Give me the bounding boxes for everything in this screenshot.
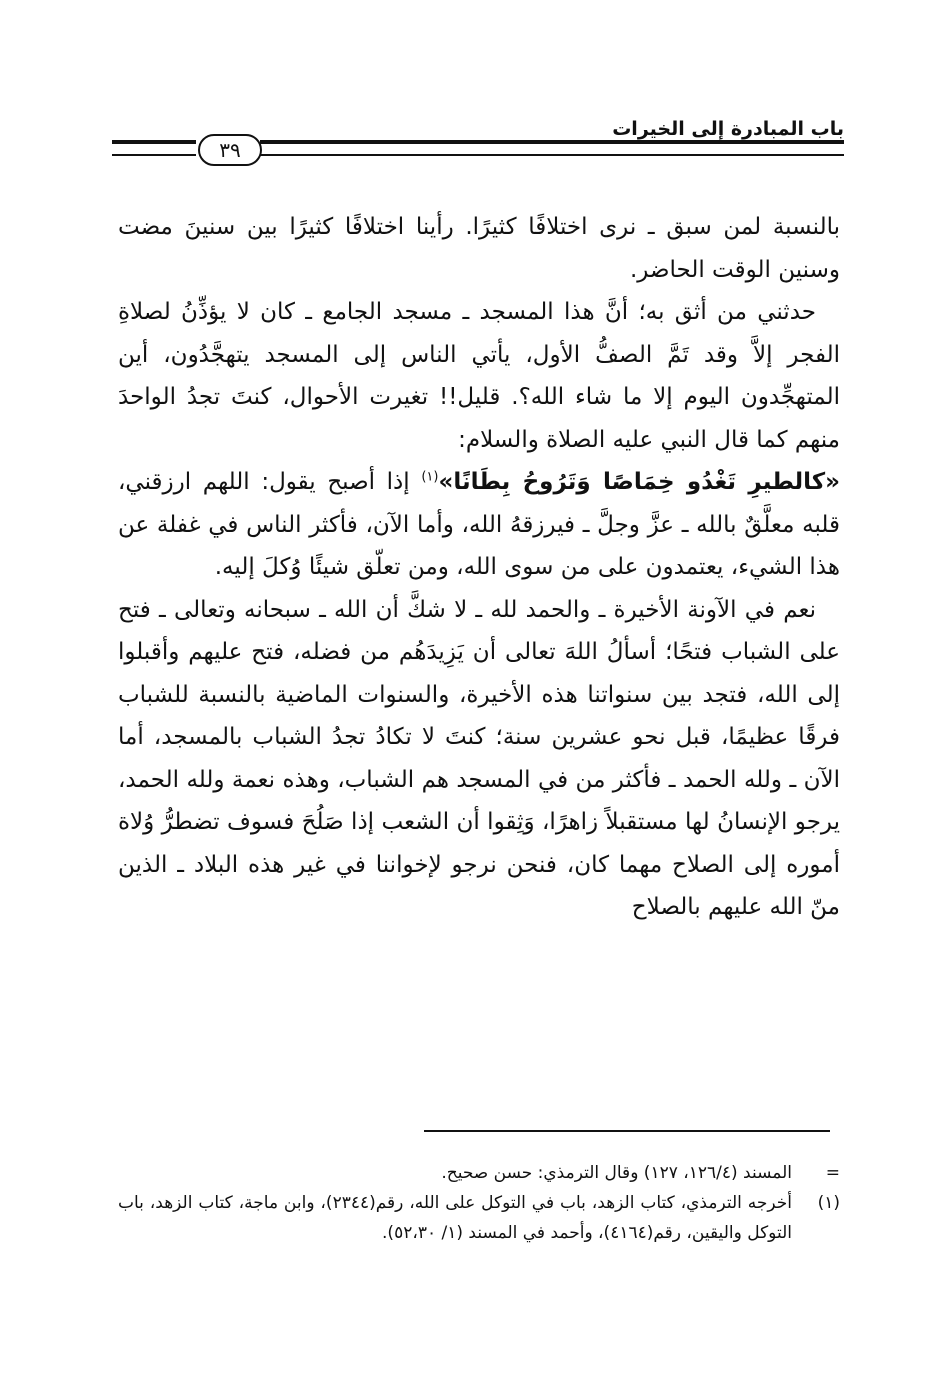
footnote-1-text: أخرجه الترمذي، كتاب الزهد، باب في التوكل على الله، رقم(٢٣٤٤)، وابن ماجة، كتاب الزهد، باب التوكل واليقين، رقم(٤١٦٤)، وأحمد في المسند (١/ ٥٢،٣٠).: [118, 1193, 792, 1243]
footnote-continuation-marker: =: [825, 1163, 840, 1183]
footnote-1: [118, 1188, 840, 1248]
paragraph-2: [118, 291, 840, 589]
footnote-ref-1: (١): [421, 469, 439, 485]
paragraph-1: بالنسبة لمن سبق ـ نرى اختلافًا كثيرًا. رأينا اختلافًا كثيرًا بين سنينَ مضت وسنين الوقت الحاضر.: [118, 214, 840, 283]
footnote-separator: [424, 1130, 830, 1132]
footnote-1-marker: (١): [817, 1193, 840, 1213]
hadith-quote: «كالطيرِ تَغْدُو خِمَاصًا وَتَرُوحُ بِطَانًا»: [438, 469, 840, 495]
header-rule-right: [260, 140, 844, 156]
footnote-continuation-text: المسند (١٢٦/٤، ١٢٧) وقال الترمذي: حسن صحيح.: [441, 1163, 792, 1183]
chapter-title: باب المبادرة إلى الخيرات: [612, 118, 844, 140]
paragraph-2-text-b: إذا أصبح يقول: اللهم ارزقني، قلبه معلَّقٌ بالله ـ عزَّ وجلَّ ـ فيرزقهُ الله، وأما الآن، فأكثر الناس في غفلة عن هذا الشيء، يعتمدون على من سوى الله، ومن تعلّق شيئًا وُكلَ إليه.: [118, 469, 840, 580]
header-rule-left: [112, 140, 196, 156]
paragraph-3: نعم في الآونة الأخيرة ـ والحمد لله ـ لا شكَّ أن الله ـ سبحانه وتعالى ـ فتح على الشباب فتحًا؛ أسألُ اللهَ تعالى أن يَزِيدَهُم من فضله، فتح عليهم وأقبلوا إلى الله، فتجد بين سنواتنا هذه الأخيرة، والسنوات الماضية بالنسبة للشباب فرقًا عظيمًا، قبل نحو عشرين سنة؛ كنتَ لا تكادُ تجدُ الشباب بالمسجد، أما الآن ـ ولله الحمد ـ فأكثر من في المسجد هم الشباب، وهذه نعمة ولله الحمد، يرجو الإنسانُ لها مستقبلاً زاهرًا، وَثِقوا أن الشعب إذا صَلُحَ فسوف تضطرُّ وُلاة أموره إلى الصلاح مهما كان، فنحن نرجو لإخواننا في غير هذه البلاد ـ الذين منّ الله عليهم بالصلاح: [118, 596, 840, 920]
footnote-continuation: [118, 1158, 840, 1188]
main-text: [118, 206, 840, 929]
page-header: [112, 118, 844, 188]
page-number: ٣٩: [198, 134, 262, 166]
footnotes: [118, 1158, 840, 1248]
paragraph-2-text-a: حدثني من أثق به؛ أنَّ هذا المسجد ـ مسجد الجامع ـ كان لا يؤذِّنُ لصلاةِ الفجر إلاَّ وقد تَمَّ الصفُّ الأول، يأتي الناس إلى المسجد يتهجَّدُون، أين المتهجِّدون اليوم إلا ما شاء الله؟. قليل!! تغيرت الأحوال، كنتَ تجدُ الواحدَ منهم كما قال النبي عليه الصلاة والسلام:: [118, 299, 840, 453]
